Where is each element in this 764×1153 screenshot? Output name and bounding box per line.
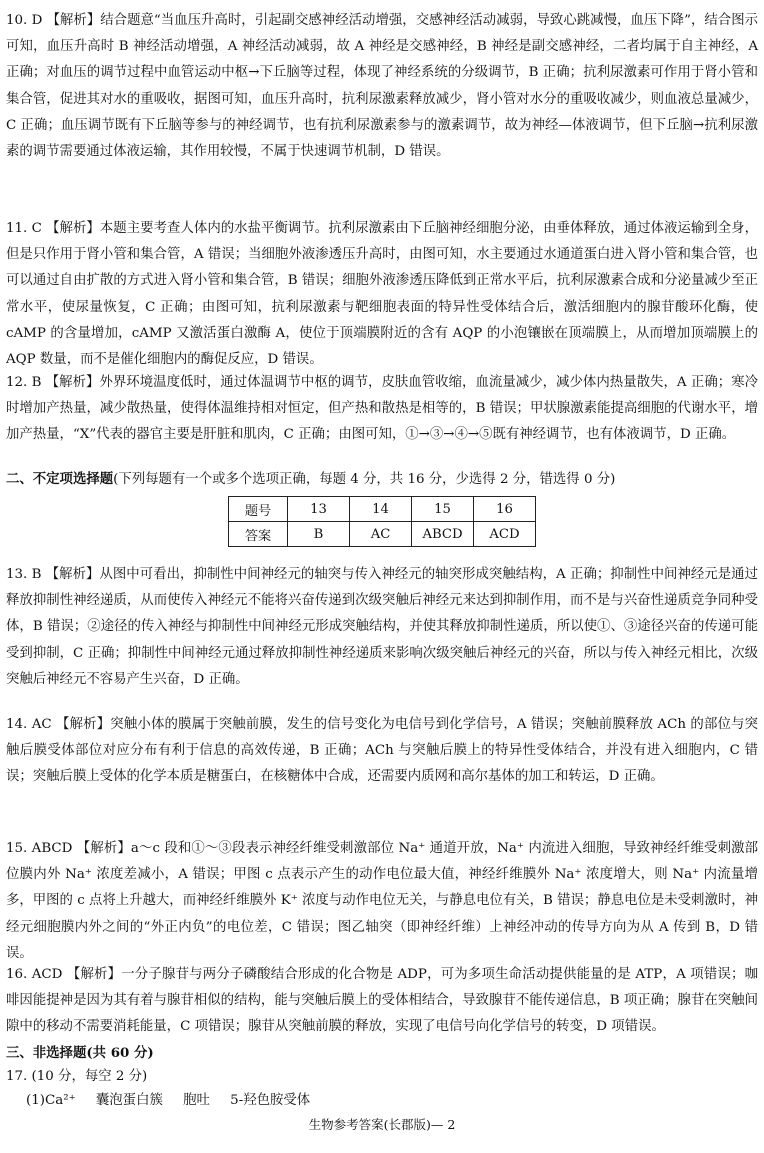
q17-answer-line bbox=[26, 1088, 326, 1114]
table-answer-15: ABCD bbox=[412, 522, 474, 547]
answer-q12: 12. B 【解析】外界环境温度低时，通过体温调节中枢的调节，皮肤血管收缩，血流量减少，减少体内热量散失，A 正确；寒冷时增加产热量，减少散热量，使得体温维持相对恒定，但产热和散热是相等的，B 错误；甲状腺激素能提高细胞的代谢水平，增加产热量，“X”代表的器官主要是肝脏和肌肉，C 正确；由图可知，①→③→④→⑤既有神经调节，也有体液调节，D 正确。 bbox=[6, 375, 758, 443]
answer-q15: 15. ABCD 【解析】a～c 段和①～③段表示神经纤维受刺激部位 Na⁺ 通道开放，Na⁺ 内流进入细胞，导致神经纤维受刺激部位膜内外 Na⁺ 浓度差减小，A 错误；甲图 c 点表示产生的动作电位最大值，神经纤维膜外 Na⁺ 浓度增大，则 Na⁺ 内流量增多，甲图的 c 点将上升越大，而神经纤维膜外 K⁺ 浓度与动作电位无关，与静息电位有关，B 错误；静息电位是未受刺激时，神经元细胞膜内外之间的“外正内负”的电位差，C 错误；图乙轴突（即神经纤维）上神经冲动的传导方向为从 A 传到 B，D 错误。 bbox=[6, 841, 759, 961]
page-footer: 生物参考答案(长郡版)— 2 bbox=[308, 1117, 456, 1132]
answer-q14: 14. AC 【解析】突触小体的膜属于突触前膜，发生的信号变化为电信号到化学信号，A 错误；突触前膜释放 ACh 的部位与突触后膜受体部位对应分布有利于信息的高效传递，B 正确；ACh 与突触后膜上的特异性受体结合，并没有进入细胞内，C 错误；突触后膜上受体的化学本质是糖蛋白，在核糖体中合成，还需要内质网和高尔基体的加工和转运，D 正确。 bbox=[6, 717, 758, 785]
q17-sub-label: (1)Ca²⁺ bbox=[26, 1093, 76, 1108]
answer-table bbox=[228, 496, 536, 547]
table-header-label: 题号 bbox=[229, 497, 288, 522]
section-2-note: (下列每题有一个或多个选项正确，每题 4 分，共 16 分，少选得 2 分，错选得 0 分) bbox=[113, 472, 616, 487]
q17-heading: 17. (10 分，每空 2 分) bbox=[6, 1069, 148, 1084]
q17-answer-3: 5-羟色胺受体 bbox=[230, 1093, 311, 1108]
table-answer-13: B bbox=[288, 522, 350, 547]
table-number-15: 15 bbox=[412, 497, 474, 522]
answer-q11: 11. C 【解析】本题主要考查人体内的水盐平衡调节。抗利尿激素由下丘脑神经细胞分泌，由垂体释放，通过体液运输到全身，但是只作用于肾小管和集合管，A 错误；当细胞外液渗透压升高时，由图可知，水主要通过水通道蛋白进入肾小管和集合管，也可以通过自由扩散的方式进入肾小管和集合管，B 错误；细胞外液渗透压降低到正常水平后，抗利尿激素合成和分泌量减少至正常水平，使尿量恢复，C 正确；由图可知，抗利尿激素与靶细胞表面的特异性受体结合后，激活细胞内的腺苷酸环化酶，使 cAMP 的含量增加，cAMP 又激活蛋白激酶 A，使位于顶端膜附近的含有 AQP 的小泡镶嵌在顶端膜上，从而增加顶端膜上的 AQP 数量，而不是催化细胞内的酶促反应，D 错误。 bbox=[6, 221, 758, 368]
answer-table-header-row bbox=[229, 497, 536, 522]
answer-table-answer-row bbox=[229, 522, 536, 547]
table-number-13: 13 bbox=[288, 497, 350, 522]
section-2-title: 二、不定项选择题 bbox=[6, 471, 114, 487]
q17-answer-2: 胞吐 bbox=[183, 1093, 210, 1108]
table-number-14: 14 bbox=[350, 497, 412, 522]
section-2-heading bbox=[6, 466, 615, 493]
table-number-16: 16 bbox=[474, 497, 536, 522]
section-3-heading: 三、非选择题(共 60 分) bbox=[6, 1045, 154, 1061]
table-answer-label: 答案 bbox=[229, 522, 288, 547]
answer-q13: 13. B 【解析】从图中可看出，抑制性中间神经元的轴突与传入神经元的轴突形成突触结构，A 正确；抑制性中间神经元是通过释放抑制性神经递质，从而使传入神经元不能将兴奋传递到次级突触后神经元来达到抑制作用，而不是与兴奋性递质竞争同种受体，B 错误；②途径的传入神经与抑制性中间神经元形成突触结构，并使其释放抑制性递质，所以使①、③途径兴奋的传递可能受到抑制，C 正确；抑制性中间神经元通过释放抑制性神经递质来影响次级突触后神经元的兴奋，所以与传入神经元相比，次级突触后神经元不容易产生兴奋，D 正确。 bbox=[6, 567, 758, 687]
answer-q10: 10. D 【解析】结合题意“当血压升高时，引起副交感神经活动增强，交感神经活动减弱，导致心跳减慢，血压下降”，结合图示可知，血压升高时 B 神经活动增强，A 神经活动减弱，故 A 神经是交感神经，B 神经是副交感神经，二者均属于自主神经，A 正确；对血压的调节过程中血管运动中枢→下丘脑等过程，体现了神经系统的分级调节，B 正确；抗利尿激素可作用于肾小管和集合管，促进其对水的重吸收，据图可知，血压升高时，抗利尿激素释放减少，肾小管对水分的重吸收减少，则血液总量减少，C 正确；血压调节既有下丘脑等参与的神经调节，也有抗利尿激素参与的激素调节，故为神经—体液调节，但下丘脑→抗利尿激素的调节需要通过体液运输，其作用较慢，不属于快速调节机制，D 错误。 bbox=[6, 13, 758, 160]
answer-q16: 16. ACD 【解析】一分子腺苷与两分子磷酸结合形成的化合物是 ADP，可为多项生命活动提供能量的是 ATP，A 项错误；咖啡因能提神是因为其有着与腺苷相似的结构，能与突触后膜上的受体相结合，导致腺苷不能传递信息，B 项正确；腺苷在突触间隙中的移动不需要消耗能量，C 项错误；腺苷从突触前膜的释放，实现了电信号向化学信号的转变，D 项错误。 bbox=[6, 967, 758, 1035]
q17-answer-1: 囊泡蛋白簇 bbox=[95, 1093, 163, 1108]
table-answer-16: ACD bbox=[474, 522, 536, 547]
table-answer-14: AC bbox=[350, 522, 412, 547]
